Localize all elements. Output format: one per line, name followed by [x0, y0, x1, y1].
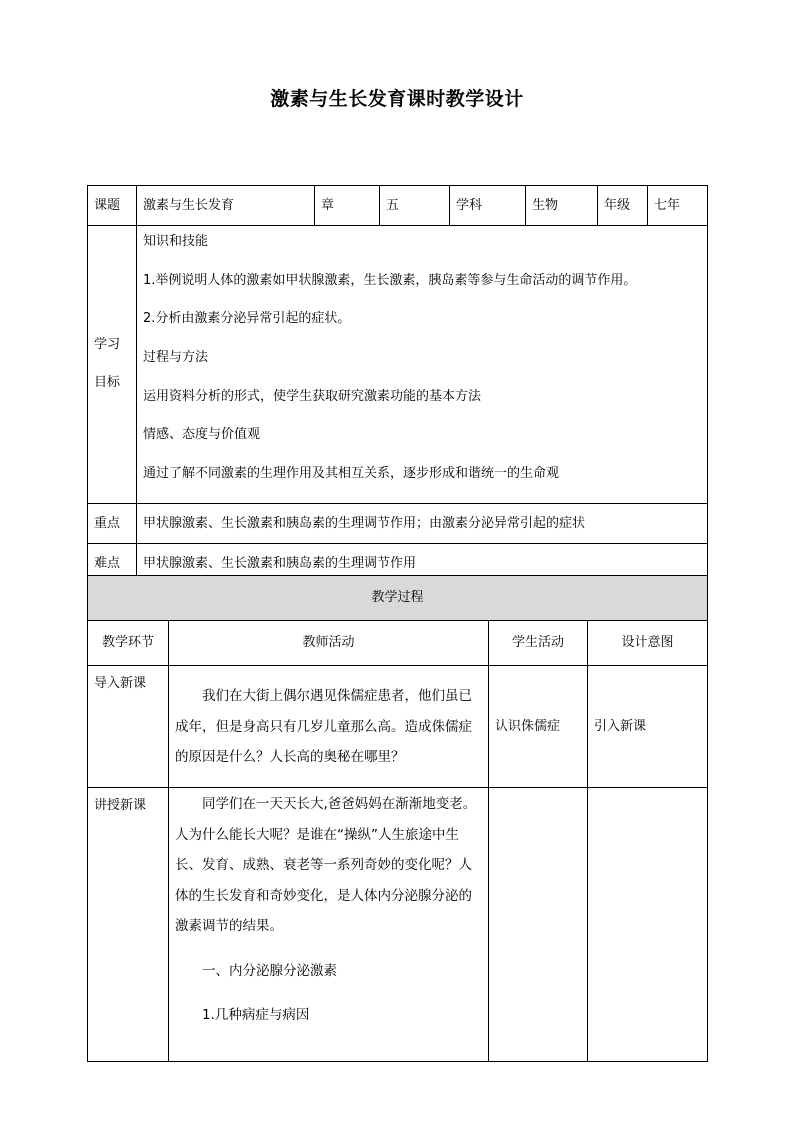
chapter-label: 章 [315, 186, 380, 226]
difficult-points-value: 甲状腺激素、生长激素和胰岛素的生理调节作用 [137, 543, 708, 583]
table-row [88, 788, 708, 1062]
key-points-row [88, 503, 708, 543]
goal-line: 运用资料分析的形式，使学生获取研究激素功能的基本方法 [143, 388, 482, 404]
teacher-activity-text: 同学们在一天天长大,爸爸妈妈在渐渐地变老。人为什么能长大呢？是谁在“操纵”人生旅途中生长、发育、成熟、衰老等一系列奇妙的变化呢？人体的生长发育和奇妙变化，是人体内分泌腺分泌的激素调节的结果。 [175, 796, 477, 934]
goals-label-line2: 目标 [94, 375, 121, 391]
process-table [87, 575, 708, 1062]
column-header: 教师活动 [169, 621, 489, 666]
goals-row [88, 226, 708, 504]
teacher-activity-text: 1.几种病症与病因 [202, 1007, 310, 1023]
table-row [88, 666, 708, 788]
stage-cell: 讲授新课 [88, 788, 169, 1062]
design-intent-cell [588, 788, 708, 1062]
goal-line: 过程与方法 [143, 350, 209, 366]
goals-label-line1: 学习 [94, 337, 121, 353]
grade-label: 年级 [598, 186, 648, 226]
topic-value: 激素与生长发育 [137, 186, 315, 226]
teacher-activity-text: 我们在大街上偶尔遇见侏儒症患者，他们虽已成年，但是身高只有几岁儿童那么高。造成侏儒症的原因是什么？人长高的奥秘在哪里？ [175, 688, 472, 766]
process-header-row [88, 621, 708, 666]
goal-line: 情感、态度与价值观 [143, 427, 261, 443]
student-activity-cell: 认识侏儒症 [489, 666, 588, 788]
info-header-row [88, 186, 708, 226]
process-title-row [88, 576, 708, 621]
subject-value: 生物 [526, 186, 598, 226]
goal-line: 通过了解不同激素的生理作用及其相互关系，逐步形成和谐统一的生命观 [143, 466, 560, 482]
difficult-points-label: 难点 [88, 543, 137, 583]
topic-label: 课题 [88, 186, 137, 226]
key-points-value: 甲状腺激素、生长激素和胰岛素的生理调节作用；由激素分泌异常引起的症状 [137, 503, 708, 543]
column-header: 学生活动 [489, 621, 588, 666]
info-table [87, 185, 708, 584]
chapter-value: 五 [380, 186, 450, 226]
teacher-activity-cell [169, 788, 489, 1062]
student-activity-cell [489, 788, 588, 1062]
column-header: 设计意图 [588, 621, 708, 666]
stage-cell: 导入新课 [88, 666, 169, 788]
design-intent-cell: 引入新课 [588, 666, 708, 788]
document-title: 激素与生长发育课时教学设计 [270, 88, 524, 110]
process-section-title: 教学过程 [88, 576, 708, 621]
goal-line: 2.分析由激素分泌异常引起的症状。 [143, 311, 351, 327]
subject-label: 学科 [450, 186, 526, 226]
teacher-activity-cell [169, 666, 489, 788]
column-header: 教学环节 [88, 621, 169, 666]
goal-line: 知识和技能 [143, 234, 209, 249]
teacher-activity-text: 一、内分泌腺分泌激素 [202, 962, 337, 979]
key-points-label: 重点 [88, 503, 137, 543]
grade-value: 七年 [648, 186, 708, 226]
goals-label [88, 226, 137, 504]
goals-content [137, 226, 708, 504]
goal-line: 1.举例说明人体的激素如甲状腺激素，生长激素，胰岛素等参与生命活动的调节作用。 [143, 272, 637, 288]
